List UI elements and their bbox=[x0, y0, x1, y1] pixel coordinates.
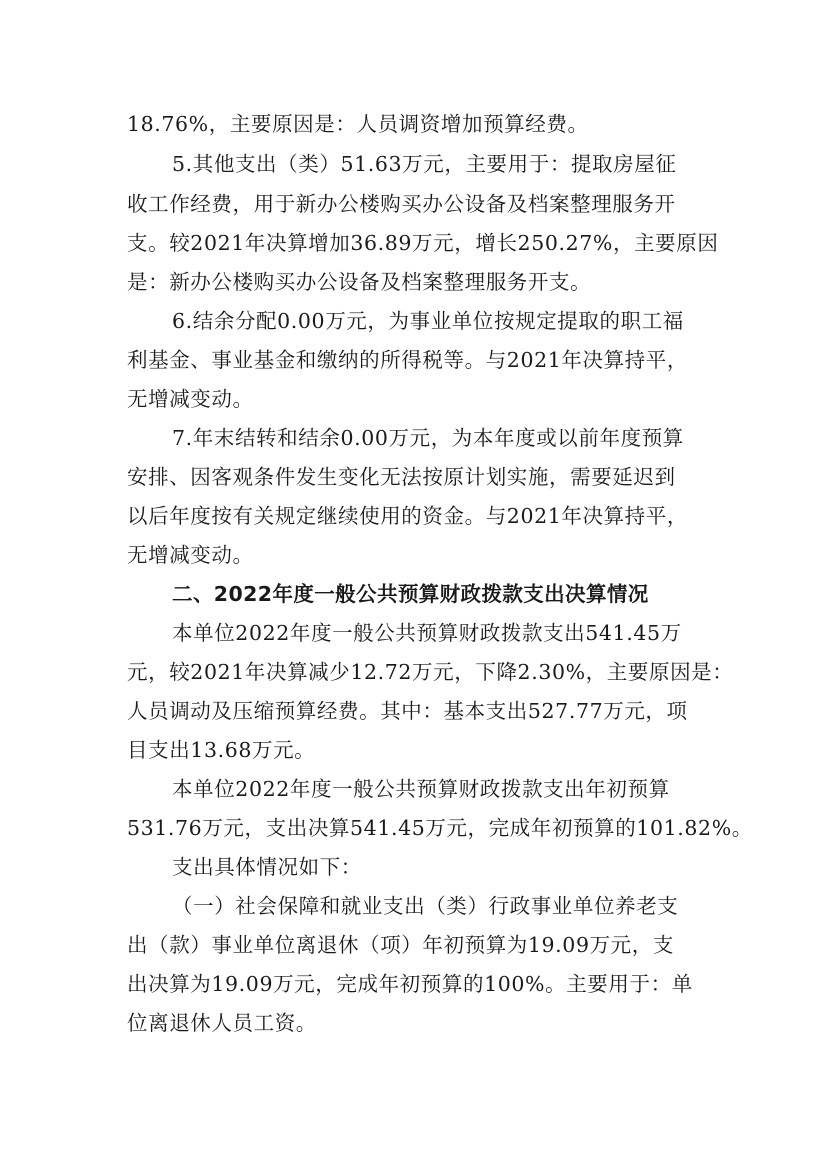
paragraph-line: 本单位2022年度一般公共预算财政拨款支出541.45万 bbox=[172, 621, 682, 645]
paragraph-line: 支。较2021年决算增加36.89万元，增长250.27%，主要原因 bbox=[127, 231, 719, 255]
paragraph-line: 目支出13.68万元。 bbox=[127, 738, 316, 762]
paragraph-line: 元，较2021年决算减少12.72万元，下降2.30%，主要原因是： bbox=[127, 660, 734, 684]
paragraph-line: 6.结余分配0.00万元，为事业单位按规定提取的职工福 bbox=[172, 309, 684, 333]
paragraph-line: 无增减变动。 bbox=[127, 387, 254, 411]
paragraph-line: 支出具体情况如下： bbox=[172, 855, 362, 879]
section-heading: 二、2022年度一般公共预算财政拨款支出决算情况 bbox=[172, 582, 649, 606]
paragraph-line: 本单位2022年度一般公共预算财政拨款支出年初预算 bbox=[172, 777, 670, 801]
paragraph-line: 出决算为19.09万元，完成年初预算的100%。主要用于：单 bbox=[127, 972, 693, 996]
paragraph-line: 7.年末结转和结余0.00万元，为本年度或以前年度预算 bbox=[172, 426, 684, 450]
paragraph-line: 利基金、事业基金和缴纳的所得税等。与2021年决算持平， bbox=[127, 348, 688, 372]
paragraph-line: 18.76%，主要原因是：人员调资增加预算经费。 bbox=[127, 112, 589, 136]
paragraph-line: 531.76万元，支出决算541.45万元，完成年初预算的101.82%。 bbox=[127, 816, 753, 840]
paragraph-line: 是：新办公楼购买办公设备及档案整理服务开支。 bbox=[127, 270, 592, 294]
paragraph-line: 以后年度按有关规定继续使用的资金。与2021年决算持平， bbox=[127, 504, 688, 528]
paragraph-line: （一）社会保障和就业支出（类）行政事业单位养老支 bbox=[172, 894, 679, 918]
paragraph-line: 人员调动及压缩预算经费。其中：基本支出527.77万元，项 bbox=[127, 699, 688, 723]
paragraph-line: 收工作经费，用于新办公楼购买办公设备及档案整理服务开 bbox=[127, 192, 676, 216]
paragraph-line: 出（款）事业单位离退休（项）年初预算为19.09万元，支 bbox=[127, 933, 674, 957]
paragraph-line: 无增减变动。 bbox=[127, 543, 254, 567]
paragraph-line: 位离退休人员工资。 bbox=[127, 1011, 317, 1035]
paragraph-line: 安排、因客观条件发生变化无法按原计划实施，需要延迟到 bbox=[127, 465, 676, 489]
paragraph-line: 5.其他支出（类）51.63万元，主要用于：提取房屋征 bbox=[172, 152, 677, 176]
